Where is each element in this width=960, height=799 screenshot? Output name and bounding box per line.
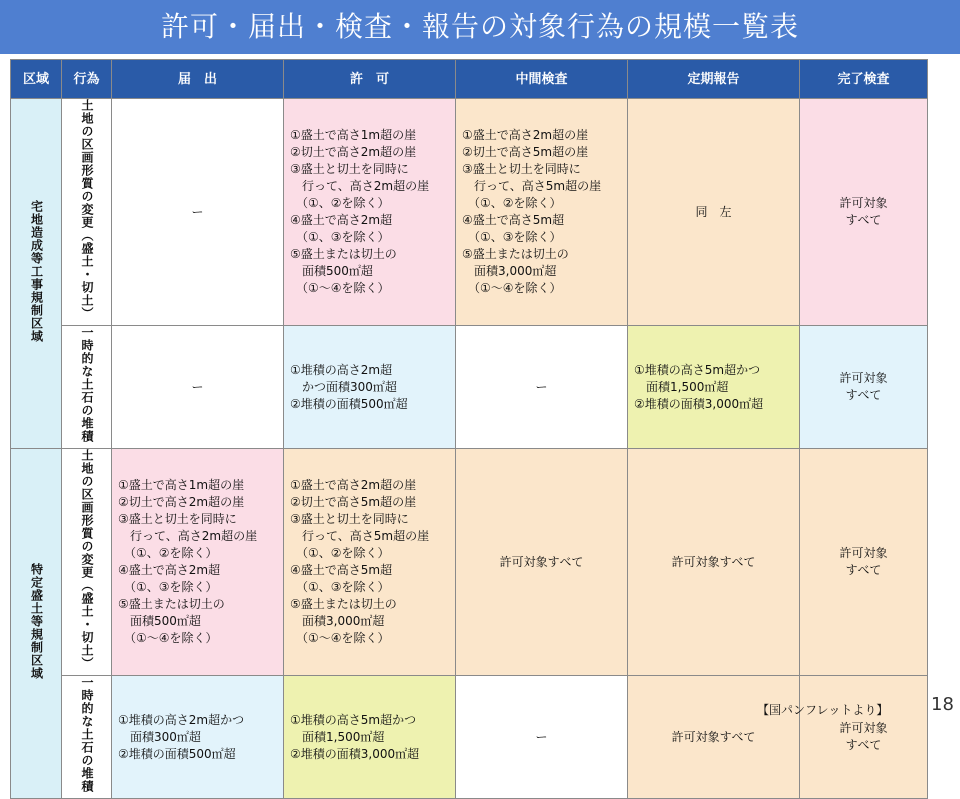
- act-soil-pile: [62, 326, 112, 449]
- cell-permit: [284, 676, 456, 799]
- cell-completion: [800, 99, 928, 326]
- header-periodic-report: 定期報告: [628, 60, 800, 99]
- cell-permit: [284, 449, 456, 676]
- header-notification: 届 出: [112, 60, 284, 99]
- act-label: 一時的な土石の堆積: [80, 676, 94, 793]
- header-region: 区域: [11, 60, 62, 99]
- cell-completion: [800, 326, 928, 449]
- source-note: 【国パンフレットより】: [757, 703, 889, 717]
- cell-periodic: [628, 449, 800, 676]
- scale-table: [10, 59, 928, 799]
- cell-interim: [456, 326, 628, 449]
- act-land-change: [62, 449, 112, 676]
- table-row: [11, 326, 928, 449]
- page-number: 18: [931, 694, 954, 715]
- cell-text: ①盛土で高さ1m超の崖 ②切土で高さ2m超の崖 ③盛土と切土を同時に 行って、高さ2m超の崖 （①、②を除く） ④盛土で高さ2m超 （①、③を除く） ⑤盛土または切土の 面積500㎡超 （①～④を除く）: [290, 128, 430, 295]
- cell-text: ①堆積の高さ2m超かつ 面積300㎡超 ②堆積の面積500㎡超: [118, 712, 245, 761]
- cell-completion: [800, 449, 928, 676]
- cell-text: ①盛土で高さ2m超の崖 ②切土で高さ5m超の崖 ③盛土と切土を同時に 行って、高さ5m超の崖 （①、②を除く） ④盛土で高さ5m超 （①、③を除く） ⑤盛土または切土の 面積3,000㎡超 （①～④を除く）: [290, 478, 430, 645]
- table-row: [11, 676, 928, 799]
- cell-notification: [112, 676, 284, 799]
- cell-notification: [112, 326, 284, 449]
- header-act: 行為: [62, 60, 112, 99]
- table-row: [11, 449, 928, 676]
- act-label: 土地の区画形質の変更（盛土・切土）: [80, 449, 94, 670]
- cell-completion: [800, 676, 928, 799]
- header-completion-inspection: 完了検査: [800, 60, 928, 99]
- cell-text: ①盛土で高さ1m超の崖 ②切土で高さ2m超の崖 ③盛土と切土を同時に 行って、高さ2m超の崖 （①、②を除く） ④盛土で高さ2m超 （①、③を除く） ⑤盛土または切土の 面積500㎡超 （①～④を除く）: [118, 478, 258, 645]
- cell-notification: [112, 449, 284, 676]
- header-interim-inspection: 中間検査: [456, 60, 628, 99]
- page-title: 許可・届出・検査・報告の対象行為の規模一覧表: [160, 10, 799, 43]
- header-row: [11, 60, 928, 99]
- region-takuchi: [11, 99, 62, 449]
- cell-interim: [456, 449, 628, 676]
- cell-text: 許可対象すべて: [671, 729, 756, 744]
- region-label: 宅地造成等工事規制区域: [29, 199, 44, 343]
- region-tokutei: [11, 449, 62, 799]
- cell-text: 許可対象すべて: [671, 554, 756, 569]
- region-label: 特定盛土等規制区域: [29, 562, 44, 680]
- cell-text: ー: [535, 729, 548, 744]
- header-permit: 許 可: [284, 60, 456, 99]
- act-soil-pile: [62, 676, 112, 799]
- cell-text: ①堆積の高さ5m超かつ 面積1,500㎡超 ②堆積の面積3,000㎡超: [290, 712, 420, 761]
- cell-notification: [112, 99, 284, 326]
- cell-text: ①盛土で高さ2m超の崖 ②切土で高さ5m超の崖 ③盛土と切土を同時に 行って、高さ5m超の崖 （①、②を除く） ④盛土で高さ5m超 （①、③を除く） ⑤盛土または切土の 面積3,000㎡超 （①～④を除く）: [462, 128, 602, 295]
- cell-text: ①堆積の高さ5m超かつ 面積1,500㎡超 ②堆積の面積3,000㎡超: [634, 362, 764, 411]
- cell-text: 許可対象 すべて: [839, 371, 888, 402]
- act-label: 土地の区画形質の変更（盛土・切土）: [80, 99, 94, 320]
- cell-periodic: [628, 99, 800, 326]
- cell-text: ①堆積の高さ2m超 かつ面積300㎡超 ②堆積の面積500㎡超: [290, 362, 408, 411]
- cell-permit: [284, 326, 456, 449]
- cell-interim: [456, 676, 628, 799]
- cell-interim: [456, 99, 628, 326]
- act-land-change: [62, 99, 112, 326]
- cell-text: ー: [191, 379, 204, 394]
- cell-text: 許可対象 すべて: [839, 721, 888, 752]
- cell-text: ー: [191, 204, 204, 219]
- cell-periodic: [628, 326, 800, 449]
- cell-text: 許可対象 すべて: [839, 196, 888, 227]
- table-row: [11, 99, 928, 326]
- cell-permit: [284, 99, 456, 326]
- cell-text: 同 左: [695, 204, 732, 219]
- act-label: 一時的な土石の堆積: [80, 326, 94, 443]
- cell-text: 許可対象 すべて: [839, 546, 888, 577]
- cell-text: 許可対象すべて: [499, 554, 584, 569]
- cell-periodic: [628, 676, 800, 799]
- cell-text: ー: [535, 379, 548, 394]
